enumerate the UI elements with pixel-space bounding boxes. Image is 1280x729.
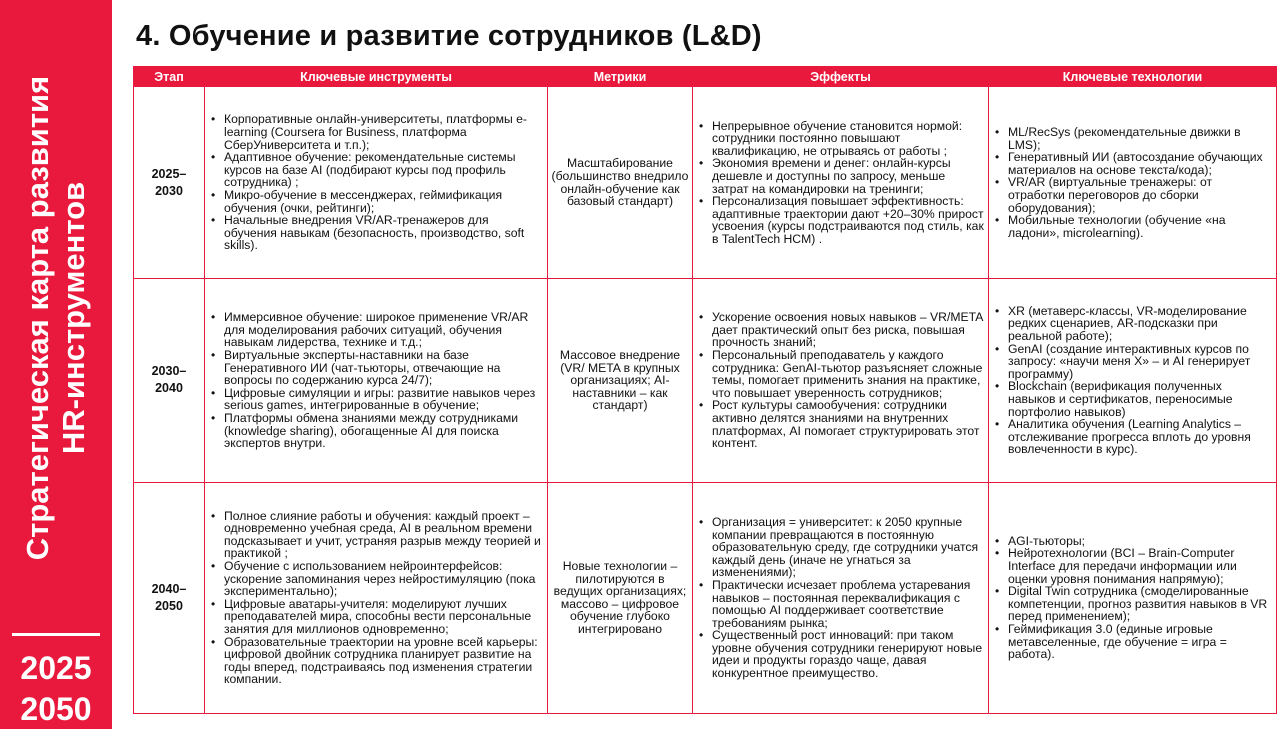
list-item: • Обучение с использованием нейроинтерфейсов: ускорение запоминания через нейростимуляцию (пока экспериментально);: [209, 560, 543, 598]
list-item: • XR (метаверс-классы, VR-моделирование редких сценариев, AR-подсказки при реальной работе);: [993, 305, 1272, 343]
metrics-cell: Массовое внедрение (VR/ META в крупных организациях; AI-наставники – как стандарт): [548, 279, 693, 482]
sidebar-title-line2: HR-инструментов: [56, 181, 91, 455]
stage-start: 2040–: [151, 581, 187, 596]
list-item: • Существенный рост инноваций: при таком уровне обучения сотрудники генерируют новые идеи и продукты гораздо чаще, давая конкурентное преимущество.: [697, 629, 984, 679]
table-row: [134, 87, 1277, 279]
list-item: • Микро-обучение в мессенджерах, геймификация обучения (очки, рейтинги);: [209, 189, 543, 214]
list-item: • Персональный преподаватель у каждого сотрудника: GenAI-тьютор разъясняет сложные темы, помогает применить знания на практике, что повышает уверенность сотрудников;: [697, 349, 984, 399]
list-item: • Полное слияние работы и обучения: каждый проект – одновременно учебная среда, AI в реальном времени подсказывает и учит, устраняя разрыв между теорией и практикой ;: [209, 510, 543, 560]
list-item: • Цифровые аватары-учителя: моделируют лучших преподавателей мира, способны вести персональные занятия для миллионов одновременно;: [209, 598, 543, 636]
list-item: • Корпоративные онлайн-университеты, платформы e-learning (Coursera for Business, платформа СберУниверситета и т.п.);: [209, 113, 543, 151]
list-item: • Организация = университет: к 2050 крупные компании превращаются в постоянную образовательную среду, где сотрудники учатся каждый день (иначе не угнаться за изменениями);: [697, 516, 984, 579]
metrics-cell: Масштабирование (большинство внедрило онлайн-обучение как базовый стандарт): [548, 87, 693, 279]
list-item: • Адаптивное обучение: рекомендательные системы курсов на базе AI (подбирают курсы под профиль сотрудника) ;: [209, 151, 543, 189]
list-item: • Начальные внедрения VR/AR-тренажеров для обучения навыкам (безопасность, производство, soft skills).: [209, 214, 543, 252]
stage-end: 2050: [155, 598, 183, 613]
list-item: • Персонализация повышает эффективность: адаптивные траектории дают +20–30% прирост усвоения (курсы подстраиваются под стиль, как в TalentTech HCM) .: [697, 195, 984, 245]
table-row: [134, 482, 1277, 713]
list-item: • Генеративный ИИ (автосоздание обучающих материалов на основе текста/кода);: [993, 151, 1272, 176]
tools-cell: [205, 87, 548, 279]
technologies-cell: [989, 279, 1277, 482]
sidebar-title: [6, 18, 106, 618]
tools-cell: [205, 482, 548, 713]
stage-end: 2040: [155, 381, 183, 396]
stage-cell: [134, 87, 205, 279]
list-item: • Digital Twin сотрудника (смоделированные компетенции, прогноз развития навыков в VR перед применением);: [993, 585, 1272, 623]
stage-cell: [134, 482, 205, 713]
technologies-cell: [989, 87, 1277, 279]
stage-cell: [134, 279, 205, 482]
list-item: • Нейротехнологии (BCI – Brain-Computer Interface для передачи информации или оценки уровня понимания напрямую);: [993, 547, 1272, 585]
list-item: • VR/AR (виртуальные тренажеры: от отработки переговоров до сборки оборудования);: [993, 176, 1272, 214]
sidebar-year-end: 2050: [20, 691, 92, 727]
list-item: • GenAI (создание интерактивных курсов по запросу: «научи меня X» – и AI генерирует программу): [993, 343, 1272, 381]
header-tools: Ключевые инструменты: [205, 67, 548, 87]
page-title: 4. Обучение и развитие сотрудников (L&D): [136, 20, 762, 52]
metrics-cell: Новые технологии – пилотируются в ведущих организациях; массово – цифровое обучение глубоко интегрировано: [548, 482, 693, 713]
list-item: • Геймификация 3.0 (единые игровые метавселенные, где обучение = игра = работа).: [993, 623, 1272, 661]
list-item: • Иммерсивное обучение: широкое применение VR/AR для моделирования рабочих ситуаций, обучения навыкам лидерства, технике и т.д.;: [209, 311, 543, 349]
sidebar-divider: [12, 633, 100, 636]
effects-cell: [693, 482, 989, 713]
list-item: • Blockchain (верификация полученных навыков и сертификатов, переносимые портфолио навыков): [993, 380, 1272, 418]
list-item: • Практически исчезает проблема устаревания навыков – постоянная переквалификация с помощью AI поддерживает соответствие требованиям рынка;: [697, 579, 984, 629]
sidebar-title-line1: Стратегическая карта развития: [20, 75, 55, 561]
list-item: • Мобильные технологии (обучение «на ладони», microlearning).: [993, 214, 1272, 239]
header-metrics: Метрики: [548, 67, 693, 87]
stage-start: 2025–: [151, 166, 187, 181]
stage-start: 2030–: [151, 364, 187, 379]
list-item: • Виртуальные эксперты-наставники на базе Генеративного ИИ (чат-тьюторы, отвечающие на вопросы по содержанию курса 24/7);: [209, 349, 543, 387]
table-header-row: [134, 67, 1277, 87]
list-item: • AGI-тьюторы;: [993, 535, 1272, 548]
list-item: • Образовательные траектории на уровне всей карьеры: цифровой двойник сотрудника планирует развитие на годы вперед, подстраиваясь под изменения стратегии компании.: [209, 636, 543, 686]
list-item: • ML/RecSys (рекомендательные движки в LMS);: [993, 126, 1272, 151]
list-item: • Цифровые симуляции и игры: развитие навыков через serious games, интегрированные в обучение;: [209, 387, 543, 412]
technologies-cell: [989, 482, 1277, 713]
list-item: • Экономия времени и денег: онлайн-курсы дешевле и доступны по запросу, меньше затрат на командировки на тренинги;: [697, 157, 984, 195]
header-effects: Эффекты: [693, 67, 989, 87]
sidebar-year-start: 2025: [20, 650, 92, 686]
tools-cell: [205, 279, 548, 482]
table-row: [134, 279, 1277, 482]
header-technologies: Ключевые технологии: [989, 67, 1277, 87]
stage-end: 2030: [155, 183, 183, 198]
header-stage: Этап: [134, 67, 205, 87]
effects-cell: [693, 279, 989, 482]
list-item: • Непрерывное обучение становится нормой: сотрудники постоянно повышают квалификацию, не отрываясь от работы ;: [697, 120, 984, 158]
roadmap-table: [133, 66, 1277, 714]
list-item: • Рост культуры самообучения: сотрудники активно делятся знаниями на внутренних платформах, AI помогает структурировать этот контент.: [697, 399, 984, 449]
list-item: • Аналитика обучения (Learning Analytics – отслеживание прогресса вплоть до уровня вовлеченности в курс).: [993, 418, 1272, 456]
sidebar: [0, 0, 112, 729]
list-item: • Ускорение освоения новых навыков – VR/META дает практический опыт без риска, повышая прочность знаний;: [697, 311, 984, 349]
list-item: • Платформы обмена знаниями между сотрудниками (knowledge sharing), обогащенные AI для поиска экспертов внутри.: [209, 412, 543, 450]
effects-cell: [693, 87, 989, 279]
